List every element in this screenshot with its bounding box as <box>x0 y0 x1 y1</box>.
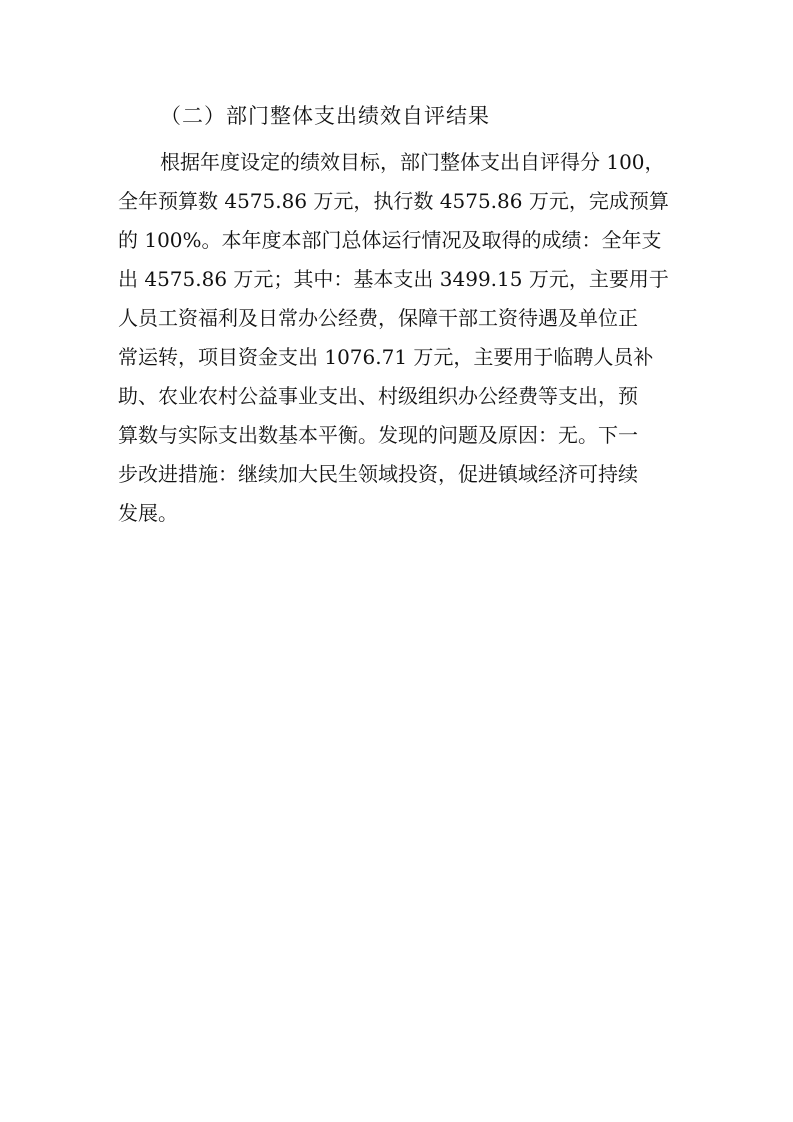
section-heading: （二）部门整体支出绩效自评结果 <box>160 104 490 128</box>
paragraph-line-1: 根据年度设定的绩效目标，部门整体支出自评得分 100， <box>160 150 665 174</box>
paragraph-line-6: 常运转，项目资金支出 1076.71 万元，主要用于临聘人员补 <box>118 345 654 369</box>
paragraph-line-2: 全年预算数 4575.86 万元，执行数 4575.86 万元，完成预算 <box>118 189 669 213</box>
paragraph-line-4: 出 4575.86 万元；其中：基本支出 3499.15 万元，主要用于 <box>118 267 669 291</box>
paragraph-line-9: 步改进措施：继续加大民生领域投资，促进镇域经济可持续 <box>118 462 638 486</box>
paragraph-line-3: 的 100%。本年度本部门总体运行情况及取得的成绩：全年支 <box>118 228 662 252</box>
paragraph-line-10: 发展。 <box>118 501 178 525</box>
paragraph-line-8: 算数与实际支出数基本平衡。发现的问题及原因：无。下一 <box>118 423 638 447</box>
paragraph-line-7: 助、农业农村公益事业支出、村级组织办公经费等支出，预 <box>118 384 638 408</box>
paragraph-line-5: 人员工资福利及日常办公经费，保障干部工资待遇及单位正 <box>118 306 638 330</box>
